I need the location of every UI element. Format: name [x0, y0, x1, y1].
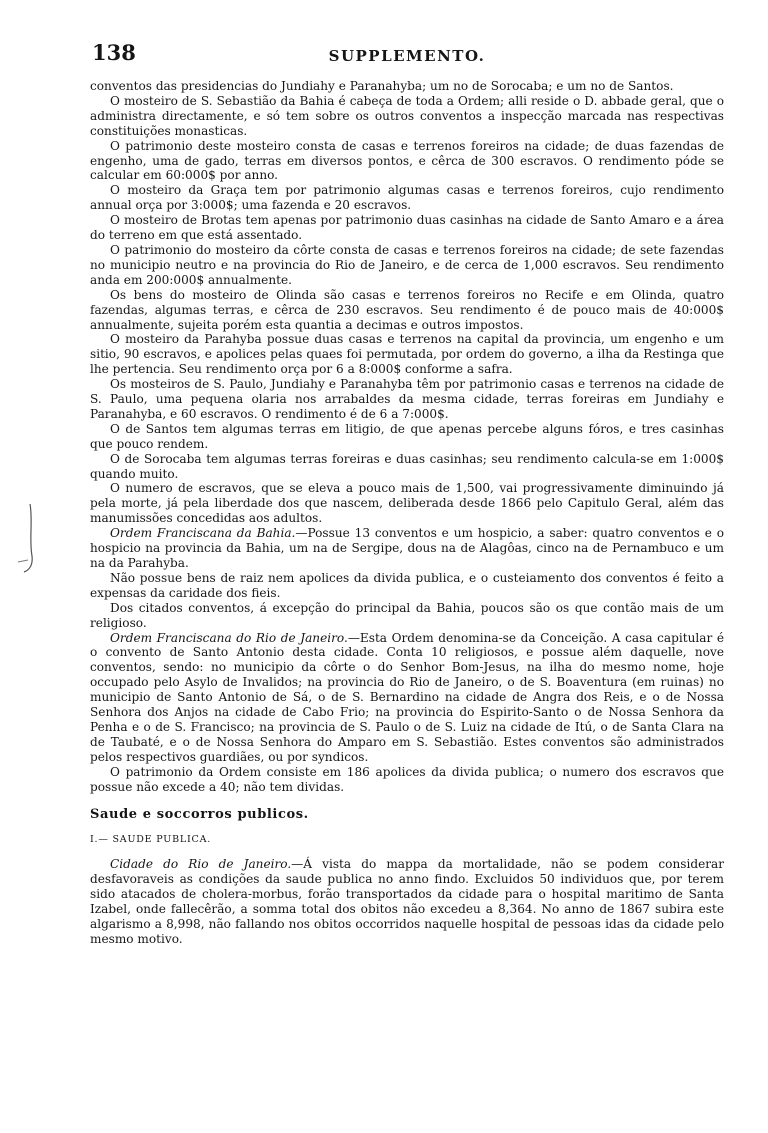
running-head: [92, 40, 722, 70]
paragraph-franciscan-rio: [90, 631, 724, 765]
paragraph: O mosteiro de Brotas tem apenas por patrimonio duas casinhas na cidade de Santo Amaro e a área do terreno em que está assentado.: [90, 213, 724, 243]
paragraph-text: —Á vista do mappa da mortalidade, não se podem considerar desfavoraveis as condições da saude publica no anno findo. Excluidos 50 individuos que, por terem sido atacados de cholera-morbus, forão transportados da cidade para o hospital maritimo de Santa Izabel, onde fallecêrão, a somma total dos obitos não excedeu a 8,364. No anno de 1867 subira este algarismo a 8,998, não fallando nos obitos occorridos naquelle hospital de pessoas idas da cidade pelo mesmo motivo.: [90, 857, 724, 946]
section-title: Saude e soccorros publicos.: [90, 806, 309, 822]
paragraph: Dos citados conventos, á excepção do principal da Bahia, poucos são os que contão mais de um religioso.: [90, 600, 724, 630]
paragraph: Não possue bens de raiz nem apolices da divida publica, e o custeiamento dos conventos é feito a expensas da caridade dos fieis.: [90, 570, 724, 600]
run-in-heading: Cidade do Rio de Janeiro.: [110, 857, 292, 872]
paragraph: O patrimonio da Ordem consiste em 186 apolices da divida publica; o numero dos escravos que possue não excede a 40; não tem dividas.: [90, 764, 724, 794]
page-number: 138: [92, 40, 136, 65]
paragraph-text: —Possue 13 conventos e um hospicio, a saber: quatro conventos e o hospicio na provincia da Bahia, um na de Sergipe, dous na de Alagôas, cinco na de Pernambuco e um na da Parahyba.: [90, 526, 725, 570]
margin-pencil-mark: [10, 500, 40, 580]
paragraph-rio-city: [90, 857, 724, 946]
paragraph: O mosteiro da Parahyba possue duas casas e terrenos na capital da provincia, um engenho e um sitio, 90 escravos, e apolices pelas quaes foi permutada, por ordem do governo, a ilha da Restinga que lhe pertencia. Seu rendimento orça por 6 a 8:000$ conforme a safra.: [90, 332, 724, 377]
body-text: [90, 79, 724, 947]
running-title: SUPPLEMENTO.: [328, 47, 486, 65]
paragraph: Os bens do mosteiro de Olinda são casas e terrenos foreiros no Recife e em Olinda, quatro fazendas, algumas terras, e cêrca de 230 escravos. Seu rendimento é de pouco mais de 40:000$ annualmente, sujeita porém esta quantia a decimas e outros impostos.: [90, 287, 724, 332]
paragraph: O de Sorocaba tem algumas terras foreiras e duas casinhas; seu rendimento calcula-se em 1:000$ quando muito.: [90, 451, 724, 481]
paragraph: O mosteiro da Graça tem por patrimonio algumas casas e terrenos foreiros, cujo rendimento annual orça por 3:000$; uma fazenda e 20 escravos.: [90, 183, 724, 213]
paragraph-text: —Esta Ordem denomina-se da Conceição. A casa capitular é o convento de Santo Antonio desta cidade. Conta 10 religiosos, e possue além daquelle, nove conventos, sendo: no municipio da côrte o do Senhor Bom-Jesus, na ilha do mesmo nome, hoje occupado pelo Asylo de Invalidos; na provincia do Rio de Janeiro, o de S. Boaventura (em ruinas) no municipio de Santo Antonio de Sá, o de S. Bernardino na cidade de Angra dos Reis, e o de Nossa Senhora dos Anjos na cidade de Cabo Frio; na provincia do Espirito-Santo o de Nossa Senhora da Penha e o de S. Francisco; na provincia de S. Paulo o de S. Luiz na cidade de Itú, o de Santa Clara na de Taubaté, e o de Nossa Senhora do Amparo em S. Sebastião. Estes conventos são administrados pelos respectivos guardiães, ou por syndicos.: [90, 630, 724, 764]
paragraph: O mosteiro de S. Sebastião da Bahia é cabeça de toda a Ordem; alli reside o D. abbade geral, que o administra directamente, e só tem sobre os outros conventos a inspecção marcada nas respectivas constituições monasticas.: [90, 93, 724, 138]
paragraph: O patrimonio do mosteiro da côrte consta de casas e terrenos foreiros na cidade; de sete fazendas no municipio neutro e na provincia do Rio de Janeiro, e de cerca de 1,000 escravos. Seu rendimento anda em 200:000$ annualmente.: [90, 242, 724, 287]
section-subtitle: I.— SAUDE PUBLICA.: [90, 834, 212, 846]
paragraph: O patrimonio deste mosteiro consta de casas e terrenos foreiros na cidade; de duas fazendas de engenho, uma de gado, terras em diversos pontos, e cêrca de 300 escravos. O rendimento póde se calcular em 60:000$ por anno.: [90, 138, 724, 183]
run-in-heading: Ordem Franciscana do Rio de Janeiro.: [110, 630, 348, 645]
paragraph-franciscan-bahia: [90, 526, 724, 571]
paragraph: O de Santos tem algumas terras em litigio, de que apenas percebe alguns fóros, e tres casinhas que pouco rendem.: [90, 421, 724, 451]
paragraph: Os mosteiros de S. Paulo, Jundiahy e Paranahyba têm por patrimonio casas e terrenos na cidade de S. Paulo, uma pequena olaria nos arrabaldes da mesma cidade, terras foreiras em Jundiahy e Paranahyba, e 60 escravos. O rendimento é de 6 a 7:000$.: [90, 377, 724, 421]
run-in-heading: Ordem Franciscana da Bahia.: [110, 526, 296, 541]
paragraph: conventos das presidencias do Jundiahy e Paranahyba; um no de Sorocaba; e um no de Santos.: [90, 79, 674, 93]
paragraph: O numero de escravos, que se eleva a pouco mais de 1,500, vai progressivamente diminuindo já pela morte, já pela liberdade dos que nascem, deliberada desde 1866 pelo Capitulo Geral, além das manumissões concedidas aos adultos.: [90, 481, 724, 526]
